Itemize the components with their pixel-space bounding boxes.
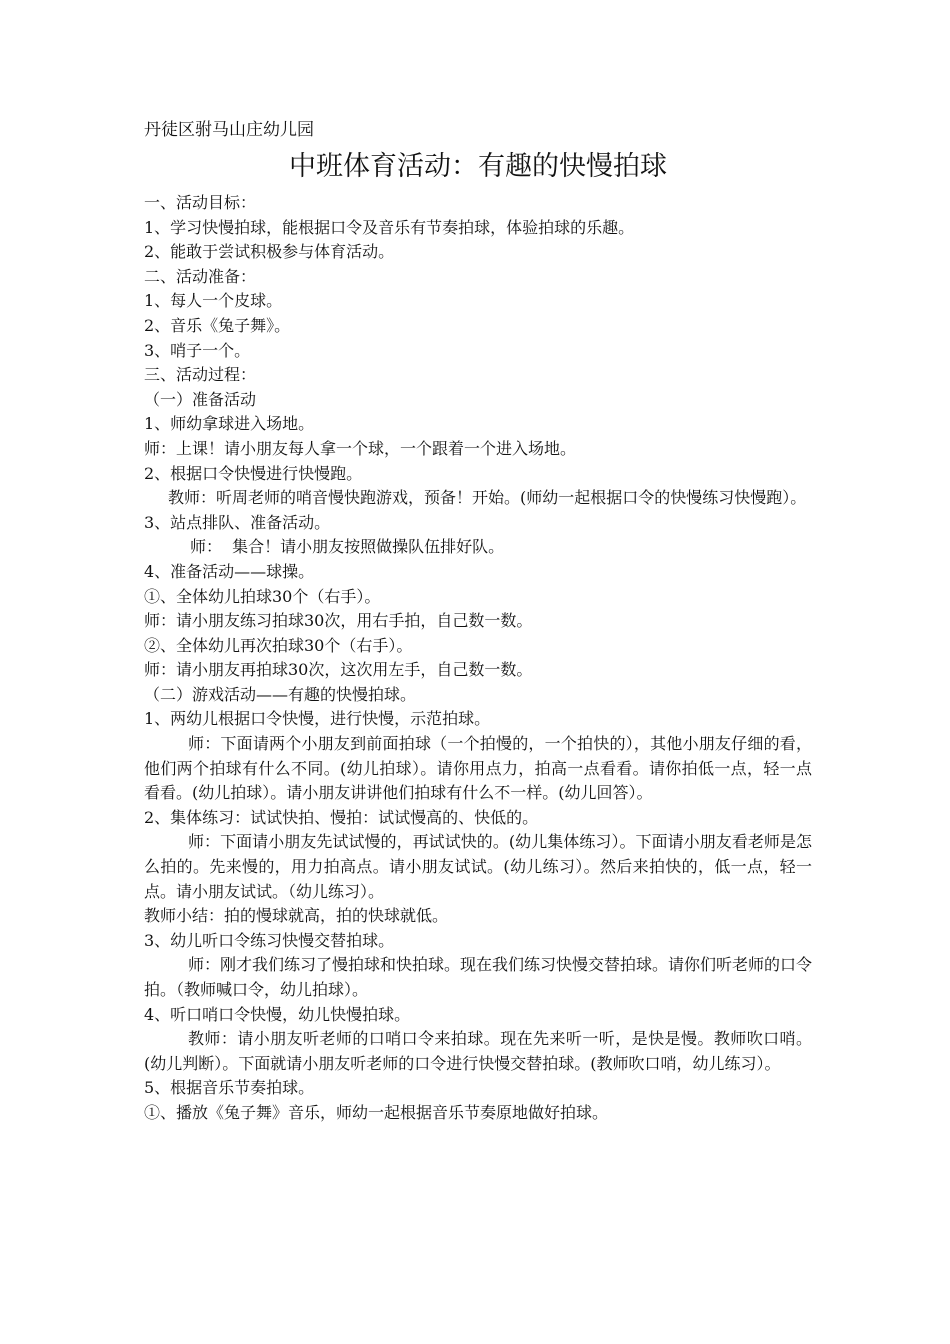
preparation-item: 1、每人一个皮球。 <box>144 291 283 311</box>
teacher-paragraph: 教师：请小朋友听老师的口哨口令来拍球。现在先来听一听，是快是慢。教师吹口哨。(幼儿判断）。下面就请小朋友听老师的口令进行快慢交替拍球。(教师吹口哨，幼儿练习）。 <box>144 1029 812 1073</box>
teacher-paragraph: 师：刚才我们练习了慢拍球和快拍球。现在我们练习快慢交替拍球。请你们听老师的口令拍。（教师喊口令，幼儿拍球）。 <box>144 955 813 999</box>
school-name: 丹徒区驸马山庄幼儿园 <box>144 120 314 140</box>
preparation-item: 3、哨子一个。 <box>144 340 251 360</box>
goal-item: 1、学习快慢拍球，能根据口令及音乐有节奏拍球，体验拍球的乐趣。 <box>144 217 635 237</box>
teacher-paragraph: 教师：听周老师的哨音慢快跑游戏，预备！开始。(师幼一起根据口令的快慢练习快慢跑）。 <box>168 488 807 508</box>
teacher-line: 师：请小朋友再拍球30次，这次用左手，自己数一数。 <box>144 660 533 680</box>
step-item: 3、幼儿听口令练习快慢交替拍球。 <box>144 930 395 950</box>
section-heading-goals: 一、活动目标： <box>144 193 257 212</box>
teacher-paragraph: 师：下面请两个小朋友到前面拍球（一个拍慢的，一个拍快的），其他小朋友仔细的看，他们两个拍球有什么不同。(幼儿拍球）。请你用点力，拍高一点看看。请你拍低一点，轻一点看看。(幼儿拍球）。请小朋友讲讲他们拍球有什么不一样。(幼儿回答）。 <box>144 734 812 803</box>
document-content <box>144 118 812 1126</box>
teacher-summary: 教师小结：拍的慢球就高，拍的快球就低。 <box>144 906 449 926</box>
exercise-item: ②、全体幼儿再次拍球30个（右手）。 <box>144 635 413 655</box>
subsection-heading: （二）游戏活动——有趣的快慢拍球。 <box>144 684 417 704</box>
step-item: 3、站点排队、准备活动。 <box>144 512 331 532</box>
section-heading-preparation: 二、活动准备： <box>144 266 257 286</box>
preparation-item: 2、音乐《兔子舞》。 <box>144 315 291 335</box>
section-heading-process: 三、活动过程： <box>144 365 257 385</box>
step-item: 4、准备活动——球操。 <box>144 561 315 581</box>
step-item: 2、集体练习：试试快拍、慢拍：试试慢高的、快低的。 <box>144 807 539 827</box>
step-item: 4、听口哨口令快慢，幼儿快慢拍球。 <box>144 1004 411 1024</box>
step-item: 1、师幼拿球进入场地。 <box>144 414 315 434</box>
goal-item: 2、能敢于尝试积极参与体育活动。 <box>144 242 395 262</box>
page-title: 中班体育活动：有趣的快慢拍球 <box>289 151 667 182</box>
teacher-line: 师：请小朋友练习拍球30次，用右手拍，自己数一数。 <box>144 611 533 631</box>
subsection-heading: （一）准备活动 <box>144 389 257 409</box>
exercise-item: ①、全体幼儿拍球30个（右手）。 <box>144 586 381 606</box>
step-item: 1、两幼儿根据口令快慢，进行快慢，示范拍球。 <box>144 709 491 729</box>
teacher-line: 师：上课！请小朋友每人拿一个球，一个跟着一个进入场地。 <box>144 438 577 458</box>
exercise-item: ①、播放《兔子舞》音乐，师幼一起根据音乐节奏原地做好拍球。 <box>144 1102 609 1122</box>
teacher-paragraph: 师：下面请小朋友先试试慢的，再试试快的。(幼儿集体练习）。下面请小朋友看老师是怎么拍的。先来慢的，用力拍高点。请小朋友试试。(幼儿练习）。然后来拍快的，低一点，轻一点。请小朋友试试。（幼儿练习）。 <box>144 832 812 901</box>
teacher-line: 师： 集合！请小朋友按照做操队伍排好队。 <box>190 537 505 557</box>
step-item: 5、根据音乐节奏拍球。 <box>144 1078 315 1098</box>
step-item: 2、根据口令快慢进行快慢跑。 <box>144 463 363 483</box>
